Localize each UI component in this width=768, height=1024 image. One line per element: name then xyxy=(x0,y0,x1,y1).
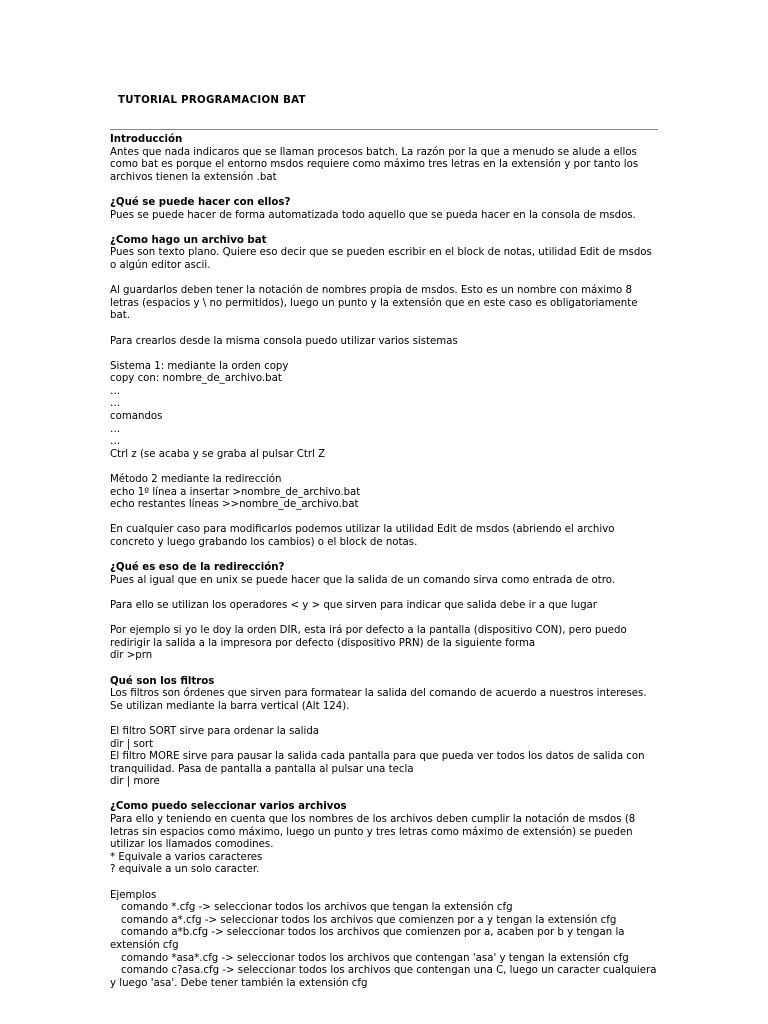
code-line: echo restantes líneas >>nombre_de_archivo.bat xyxy=(110,499,359,511)
paragraph: El filtro SORT sirve para ordenar la salida xyxy=(110,725,320,737)
paragraph: En cualquier caso para modificarlos podemos utilizar la utilidad Edit de msdos (abriendo el archivo concreto y luego grabando los cambios) o el block de notas. xyxy=(110,524,618,548)
code-block-metodo2 xyxy=(110,474,658,512)
section-heading: Qué son los filtros xyxy=(110,675,215,687)
wildcard-line: ? equivale a un solo caracter. xyxy=(110,864,260,876)
code-block-sistema1 xyxy=(110,361,658,462)
code-line: dir | sort xyxy=(110,738,154,750)
code-line: Ctrl z (se acaba y se graba al pulsar Ctrl Z xyxy=(110,448,326,460)
code-line: … xyxy=(110,398,121,410)
code-line: dir | more xyxy=(110,776,160,788)
code-line: echo 1º línea a insertar >nombre_de_archivo.bat xyxy=(110,486,361,498)
section-filtros xyxy=(110,676,658,802)
example-line: comando a*b.cfg -> seleccionar todos los archivos que comienzen por a, acaben por b y tengan la extensión cfg xyxy=(110,927,628,951)
paragraph: Por ejemplo si yo le doy la orden DIR, esta irá por defecto a la pantalla (dispositivo CON), pero puedo redirigir la salida a la impresora por defecto (dispositivo PRN) de la siguiente forma xyxy=(110,625,630,649)
example-line: comando a*.cfg -> seleccionar todos los archivos que comienzen por a y tengan la extensión cfg xyxy=(121,914,617,926)
code-line: … xyxy=(110,423,121,435)
paragraph: Al guardarlos deben tener la notación de nombres propia de msdos. Esto es un nombre con máximo 8 letras (espacios y \ no permitidos), luego un punto y la extensión que en este caso es obligatoriamente bat. xyxy=(110,285,641,322)
paragraph: El filtro MORE sirve para pausar la salida cada pantalla para que pueda ver todos los datos de salida con tranquilidad. Pasa de pantalla a pantalla al pulsar una tecla xyxy=(110,751,648,775)
document-page xyxy=(110,94,658,990)
section-como-hago xyxy=(110,235,658,550)
code-line: Método 2 mediante la redirección xyxy=(110,474,282,486)
paragraph: Para ello y teniendo en cuenta que los nombres de los archivos deben cumplir la notación de msdos (8 letras sin espacios como máximo, luego un punto y tres letras como máximo de extensión) se pueden utilizar los llamados comodines. xyxy=(110,814,639,851)
section-introduccion xyxy=(110,134,658,184)
paragraph: Los filtros son órdenes que sirven para formatear la salida del comando de acuerdo a nuestros intereses. Se utilizan mediante la barra vertical (Alt 124). xyxy=(110,688,650,712)
title-divider xyxy=(110,129,658,130)
section-redireccion xyxy=(110,562,658,663)
example-line: comando *asa*.cfg -> seleccionar todos los archivos que contengan 'asa' y tengan la extensión cfg xyxy=(121,952,629,964)
wildcard-line: * Equivale a varios caracteres xyxy=(110,851,263,863)
section-seleccionar xyxy=(110,801,658,990)
section-heading: ¿Como hago un archivo bat xyxy=(110,234,267,246)
paragraph: Pues al igual que en unix se puede hacer que la salida de un comando sirva como entrada de otro. xyxy=(110,574,616,586)
paragraph: Para crearlos desde la misma consola puedo utilizar varios sistemas xyxy=(110,335,458,347)
code-line: … xyxy=(110,385,121,397)
code-line: dir >prn xyxy=(110,650,153,662)
section-heading: ¿Qué es eso de la redirección? xyxy=(110,562,285,574)
code-line: Sistema 1: mediante la orden copy xyxy=(110,360,289,372)
paragraph: Antes que nada indicaros que se llaman procesos batch. La razón por la que a menudo se alude a ellos como bat es porque el entorno msdos requiere como máximo tres letras en la extensión y por tanto los archivos tienen la extensión .bat xyxy=(110,146,642,183)
code-line: … xyxy=(110,436,121,448)
paragraph: Pues son texto plano. Quiere eso decir que se pueden escribir en el block de notas, utilidad Edit de msdos o algún editor ascii. xyxy=(110,247,659,271)
paragraph: Pues se puede hacer de forma automatizada todo aquello que se pueda hacer en la consola de msdos. xyxy=(110,209,636,221)
code-line: copy con: nombre_de_archivo.bat xyxy=(110,373,282,385)
code-line: comandos xyxy=(110,411,163,423)
document-title: TUTORIAL PROGRAMACION BAT xyxy=(118,95,306,106)
section-heading: ¿Como puedo seleccionar varios archivos xyxy=(110,801,347,813)
paragraph: Para ello se utilizan los operadores < y > que sirven para indicar que salida debe ir a que lugar xyxy=(110,599,597,611)
example-line: comando *.cfg -> seleccionar todos los archivos que tengan la extensión cfg xyxy=(121,902,513,914)
examples-label: Ejemplos xyxy=(110,889,157,901)
section-heading: Introducción xyxy=(110,134,183,145)
section-que-hacer xyxy=(110,197,658,222)
example-line: comando c?asa.cfg -> seleccionar todos los archivos que contengan una C, luego un caracter cualquiera y luego 'asa'. Debe tener también la extensión cfg xyxy=(110,965,660,989)
section-heading: ¿Qué se puede hacer con ellos? xyxy=(110,196,291,208)
